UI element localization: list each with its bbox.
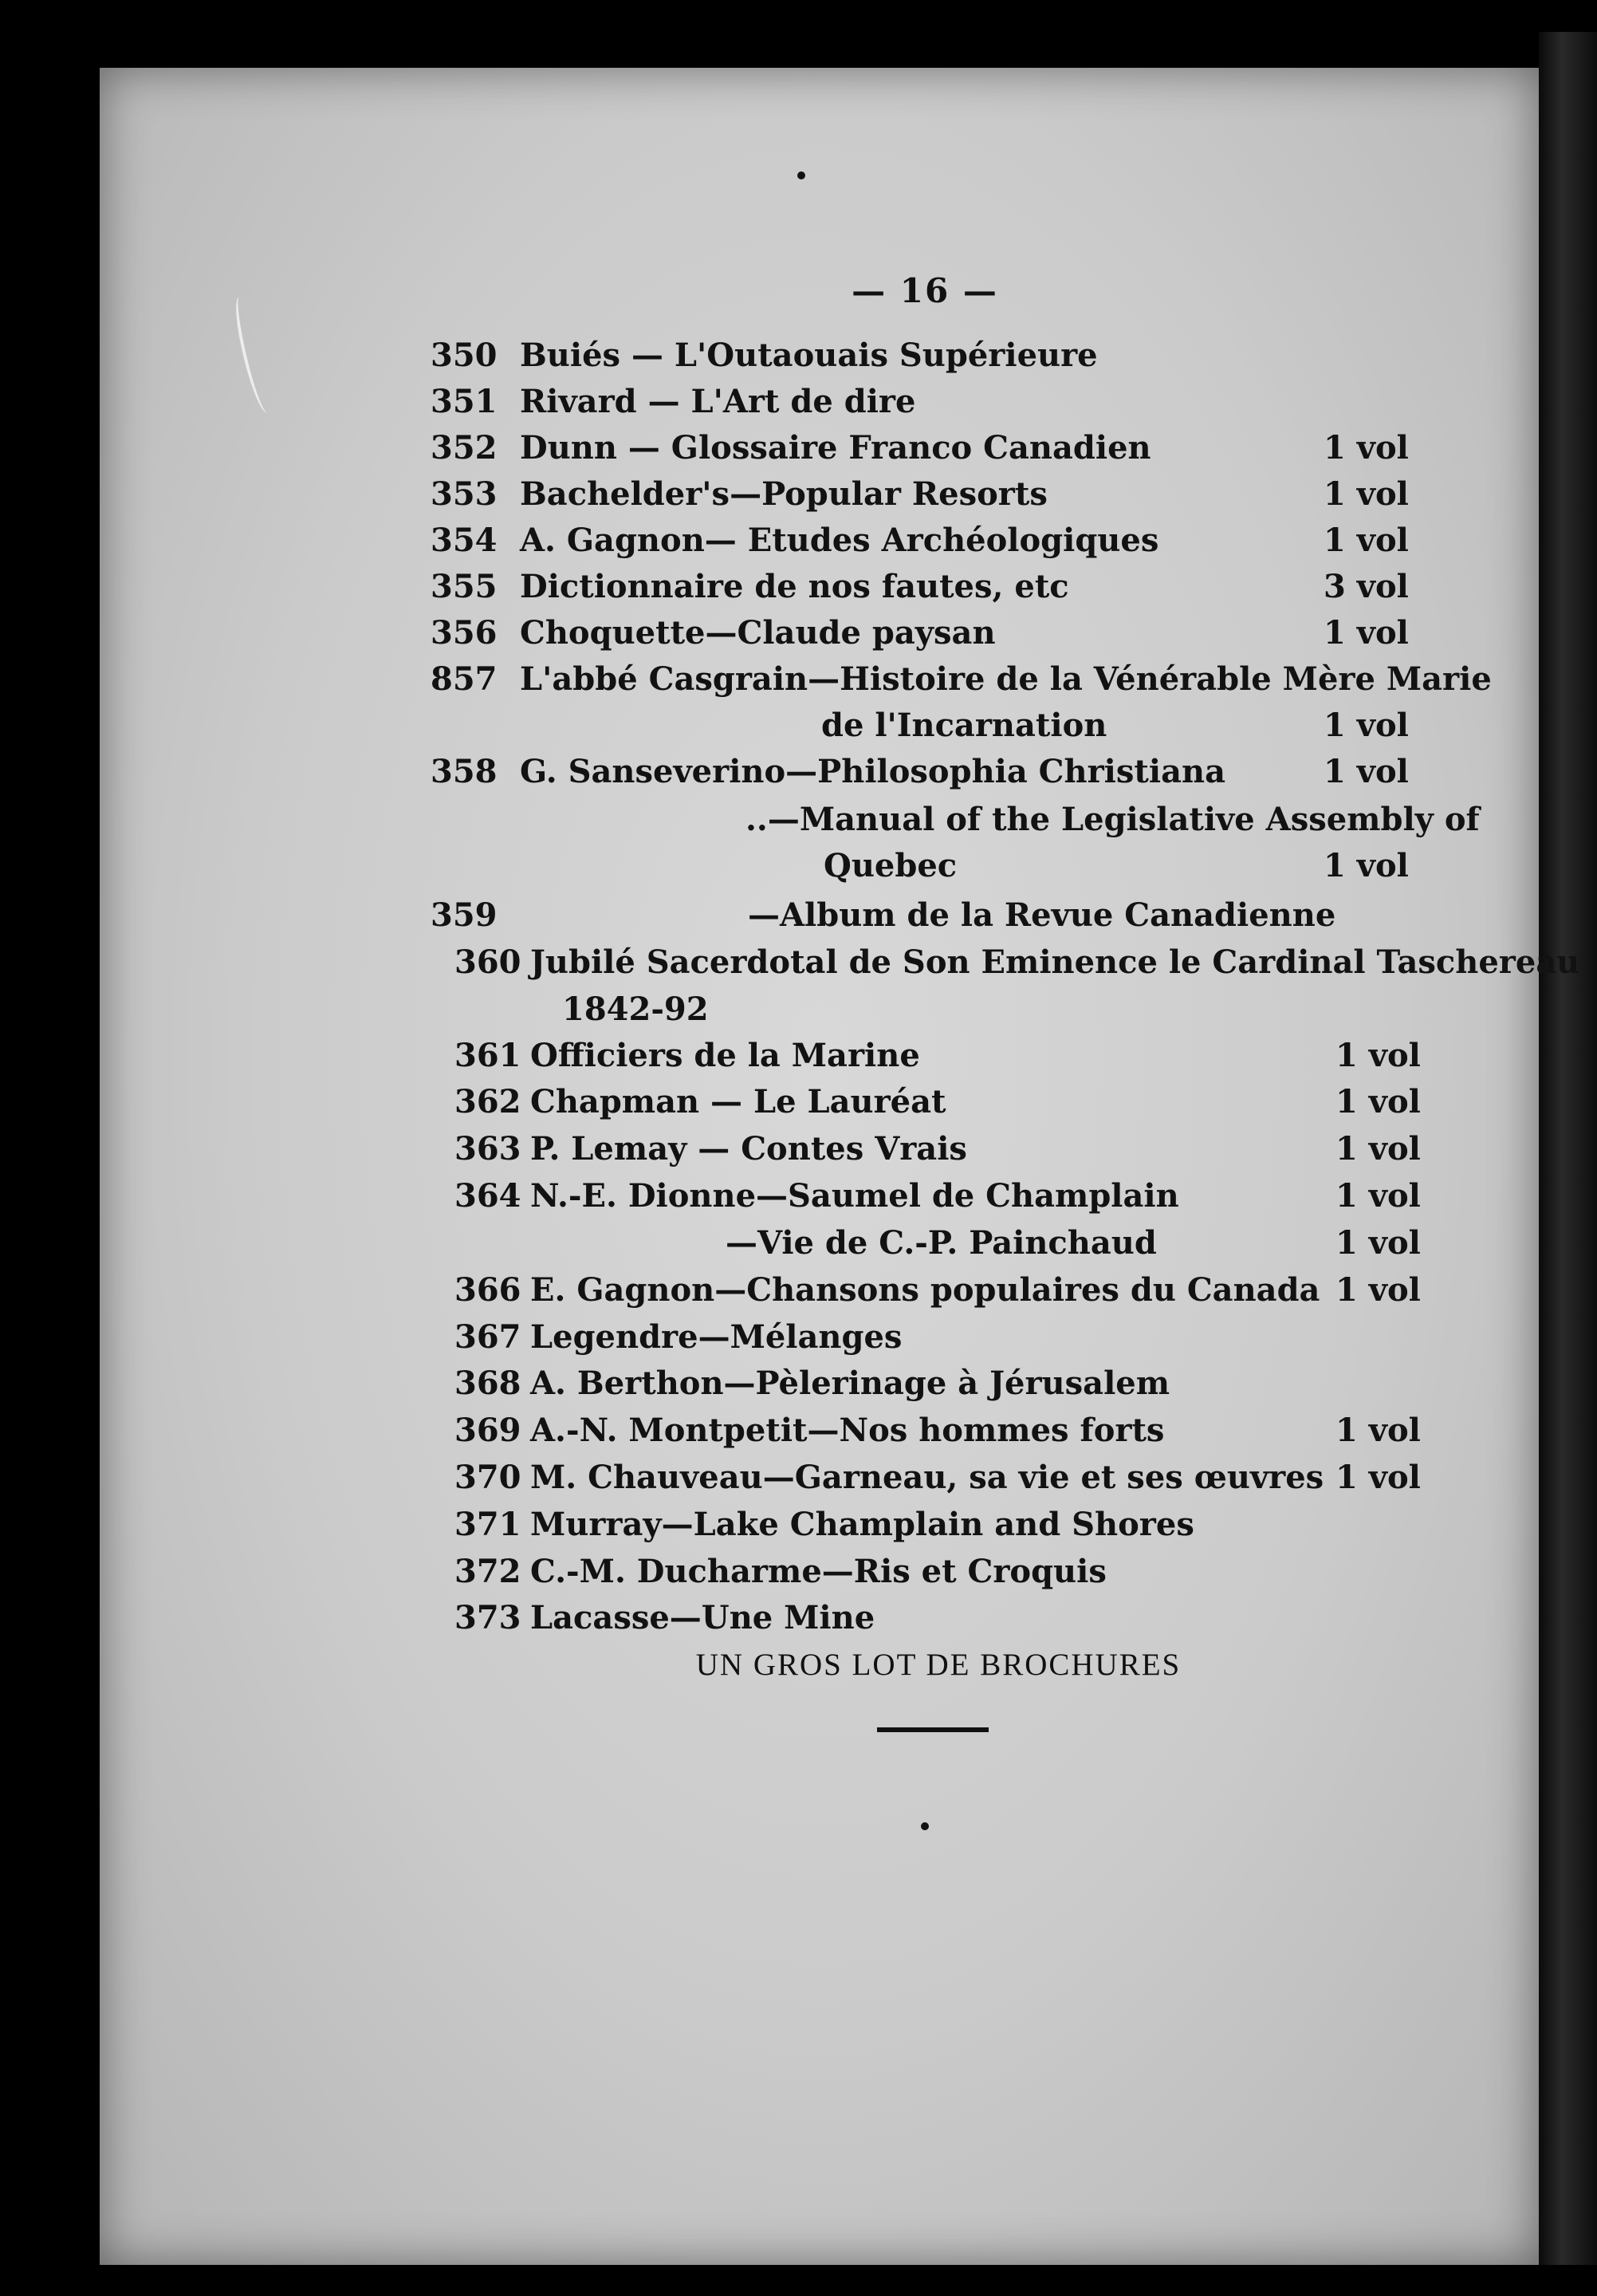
entry-volumes: 1 vol [1335, 1271, 1421, 1309]
entry-volumes: 1 vol [1324, 753, 1409, 790]
entry-number: 372 [454, 1553, 521, 1590]
entry-title: N.-E. Dionne—Saumel de Champlain [530, 1177, 1179, 1215]
list-item-continuation [431, 707, 1427, 746]
entry-title: A. Berthon—Pèlerinage à Jérusalem [530, 1365, 1170, 1402]
entry-title: G. Sanseverino—Philosophia Christiana [520, 753, 1225, 790]
entry-volumes: 1 vol [1324, 522, 1409, 559]
entry-title: A. Gagnon— Etudes Archéologiques [520, 522, 1159, 559]
list-item [431, 337, 1427, 376]
entry-title: P. Lemay — Contes Vrais [530, 1130, 967, 1168]
list-item [431, 1037, 1427, 1077]
list-item [431, 753, 1427, 793]
list-item [431, 1412, 1427, 1451]
speck [921, 1822, 929, 1830]
entry-number: 352 [431, 429, 498, 467]
entry-volumes: 1 vol [1324, 847, 1409, 884]
entry-title: Bachelder's—Popular Resorts [520, 475, 1048, 513]
entry-number: 363 [454, 1130, 521, 1168]
entry-volumes: 1 vol [1324, 475, 1409, 513]
entry-title: Dictionnaire de nos fautes, etc [520, 568, 1069, 605]
footer-note: UN GROS LOT DE BROCHURES [695, 1648, 1182, 1682]
list-item [431, 568, 1427, 608]
list-item [431, 943, 1580, 983]
entry-volumes: 1 vol [1324, 429, 1409, 467]
list-item-continuation [431, 1224, 1427, 1264]
speck [797, 171, 805, 179]
entry-title: —Vie de C.-P. Painchaud [726, 1224, 1157, 1262]
entry-number: 362 [454, 1083, 521, 1120]
list-item [431, 801, 1480, 841]
entry-volumes: 1 vol [1335, 1412, 1421, 1449]
entry-number: 367 [454, 1318, 521, 1356]
entry-number: 373 [454, 1599, 521, 1636]
list-item [431, 1553, 1427, 1593]
entry-title: Murray—Lake Champlain and Shores [530, 1506, 1194, 1543]
entry-number: 356 [431, 614, 498, 652]
list-item [431, 660, 1492, 700]
list-item [431, 1459, 1427, 1499]
entry-number: 354 [431, 522, 498, 559]
entry-title: de l'Incarnation [821, 707, 1107, 744]
entry-title: Officiers de la Marine [530, 1037, 920, 1074]
entry-number: 355 [431, 568, 498, 605]
list-item [431, 1177, 1427, 1217]
list-item [431, 1365, 1427, 1404]
entry-title: Choquette—Claude paysan [520, 614, 996, 652]
entry-number: 351 [431, 383, 498, 420]
list-item [431, 475, 1427, 515]
entry-number: 364 [454, 1177, 521, 1215]
entry-volumes: 1 vol [1335, 1130, 1421, 1168]
film-edge [1539, 32, 1597, 2265]
entry-volumes: 1 vol [1335, 1224, 1421, 1262]
entry-number: 360 [454, 943, 521, 981]
entry-volumes: 1 vol [1335, 1459, 1421, 1496]
entry-title: E. Gagnon—Chansons populaires du Canada [530, 1271, 1320, 1309]
list-item [431, 1271, 1427, 1311]
entry-title: —Album de la Revue Canadienne [748, 896, 1336, 934]
list-item [431, 1599, 1427, 1639]
entry-title: M. Chauveau—Garneau, sa vie et ses œuvres [530, 1459, 1324, 1496]
entry-title: 1842-92 [562, 990, 709, 1028]
entry-number: 361 [454, 1037, 521, 1074]
list-item [431, 1130, 1427, 1170]
entry-title: Dunn — Glossaire Franco Canadien [520, 429, 1151, 467]
list-item [431, 614, 1427, 654]
entry-title: Quebec [824, 847, 958, 884]
list-item [431, 1083, 1427, 1123]
entry-number: 366 [454, 1271, 521, 1309]
entry-volumes: 1 vol [1335, 1037, 1421, 1074]
entry-number: 370 [454, 1459, 521, 1496]
entry-title: Rivard — L'Art de dire [520, 383, 916, 420]
entry-number: 353 [431, 475, 498, 513]
list-item [431, 522, 1427, 561]
entry-number: 350 [431, 337, 498, 374]
entry-number: 371 [454, 1506, 521, 1543]
entry-volumes: 3 vol [1324, 568, 1409, 605]
page-number: — 16 — [852, 271, 998, 310]
list-item [431, 429, 1427, 469]
entry-title: Jubilé Sacerdotal de Son Eminence le Cardinal Taschereau [530, 943, 1580, 981]
entry-volumes: 1 vol [1324, 614, 1409, 652]
entry-volumes: 1 vol [1335, 1177, 1421, 1215]
entry-title: Lacasse—Une Mine [530, 1599, 875, 1636]
entry-volumes: 1 vol [1335, 1083, 1421, 1120]
entry-title: Chapman — Le Lauréat [530, 1083, 946, 1120]
entry-title: ..—Manual of the Legislative Assembly of [745, 801, 1480, 838]
list-item-continuation [431, 847, 1427, 887]
entry-number: 857 [431, 660, 498, 698]
list-item [431, 1506, 1427, 1546]
entry-title: Legendre—Mélanges [530, 1318, 903, 1356]
scratch-mark [231, 294, 277, 415]
entry-volumes: 1 vol [1324, 707, 1409, 744]
list-item-continuation [431, 990, 1427, 1030]
entry-title: C.-M. Ducharme—Ris et Croquis [530, 1553, 1107, 1590]
entry-title: L'abbé Casgrain—Histoire de la Vénérable Mère Marie [520, 660, 1492, 698]
entry-title: Buiés — L'Outaouais Supérieure [520, 337, 1098, 374]
entry-number: 369 [454, 1412, 521, 1449]
entry-title: A.-N. Montpetit—Nos hommes forts [530, 1412, 1165, 1449]
entry-number: 359 [431, 896, 498, 934]
list-item [431, 383, 1427, 423]
entry-number: 368 [454, 1365, 521, 1402]
closing-rule [877, 1727, 989, 1732]
list-item [431, 896, 1427, 936]
entry-number: 358 [431, 753, 498, 790]
list-item [431, 1318, 1427, 1358]
